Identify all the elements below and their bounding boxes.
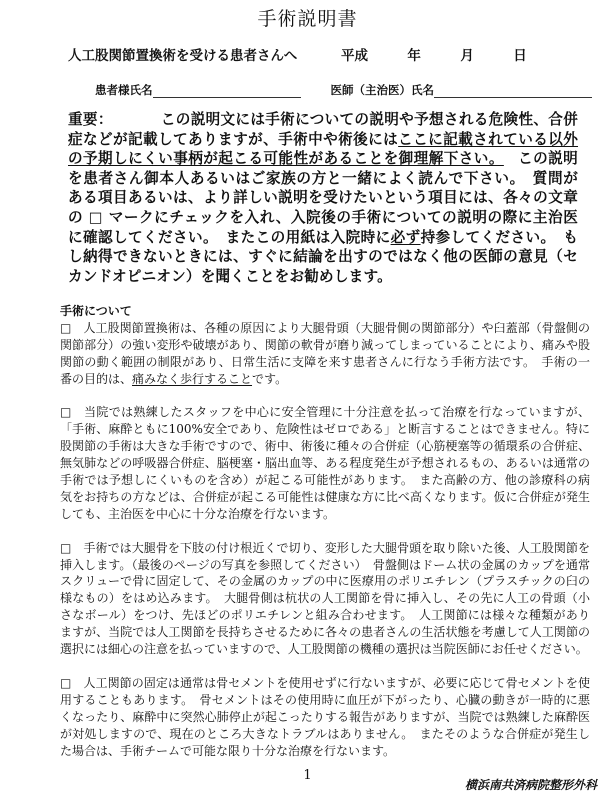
date-year: 年 (407, 48, 421, 64)
important-notice (68, 110, 578, 286)
subtitle-row (68, 44, 527, 64)
notice-underlined-2: 必ず (390, 228, 421, 246)
notice-underlined-1: ここに記載されている以外の予期しにくい事柄が起こる可能性があることを御理解下さい。 (68, 130, 579, 168)
hospital-name: 横浜南共済病院整形外科 (464, 778, 597, 792)
date-month: 月 (460, 48, 474, 64)
notice-label: 重要： (68, 111, 113, 128)
patient-name-label: 患者様氏名 (95, 83, 153, 97)
paragraph-procedure-text: □ 人工股関節置換術は、各種の原因により大腿骨頭（大腿骨側の関節部分）や臼蓋部（骨盤側の関節部分）の強い変形や破壊があり、関節の軟骨が磨り減ってしまっていることにより、痛みや股関節の動く範囲の制限があり、日常生活に支障を来す患者さんに行なう手術方法です。 手術の一番の目的は、 (60, 320, 590, 386)
section-heading: 手術について (60, 304, 132, 318)
paragraph-procedure-goal: 痛みなく歩行すること (132, 371, 253, 386)
notice-text-3: 持参してください。 もし納得できないときには、すぐに結論を出すのではなく他の医師の意見（セカンドオピニオン）を聞くことをお勧めします。 (68, 228, 578, 285)
patient-name-line[interactable] (153, 85, 301, 98)
notice-text-2: この説明を患者さん御本人あるいはご家族の方と一緒によく読んで下さい。 質問がある項目あるいは、より詳しい説明を受けたいという項目には、各々の文章の □ マークにチェックを入れ、入院後の手術についての説明の際に主治医に確認してください。 またこの用紙は入院時に (68, 150, 578, 246)
paragraph-implant: □ 手術では大腿骨を下肢の付け根近くで切り、変形した大腿骨頭を取り除いた後、人工股関節を挿入します。（最後のページの写真を参照してください） 骨盤側はドーム状の金属のカップを通常スクリューで骨に固定して、その金属のカップの中に医療用のポリエチレン（プラスチックの臼の様なもの）をはめ込みます。 大腿骨側は杭状の人工関節を骨に挿入し、その先に人工の骨頭（小さなボール）をつけ、先ほどのポリエチレンと組み合わせます。 人工関節には様々な種類がありますが、当院では人工関節を長持ちさせるために各々の患者さんの生活状態を考慮して人工関節の選択には細心の注意を払っていますので、人工股関節の機種の選択は当院医師にお任せください。 (60, 540, 590, 657)
doctor-name-label: 医師（主治医）氏名 (330, 83, 435, 97)
date-era: 平成 (341, 48, 368, 64)
notice-text-1: この説明文には手術についての説明や予想される危険性、合併症などが記載してありますが、手術中や術後には (68, 111, 579, 148)
date-field (341, 44, 527, 64)
paragraph-procedure-end: です。 (252, 371, 288, 386)
paragraph-safety: □ 当院では熟練したスタッフを中心に安全管理に十分注意を払って治療を行なっていますが、「手術、麻酔ともに100%安全であり、危険性はゼロである」と断言することはできません。特に股関節の手術は大きな手術ですので、術中、術後に種々の合併症（心筋梗塞等の循環系の合併症、無気肺などの呼吸器合併症、脳梗塞・脳出血等、ある程度発生が予想されるもの、あるいは通常の手術では予想しにくいものを含め）が起こる可能性があります。 また高齢の方、他の診療科の病気をお持ちの方などは、合併症が起こる可能性は健康な方に比べ高くなります。仮に合併症が発生しても、主治医を中心に十分な治療を行ないます。 (60, 405, 590, 521)
signature-row (95, 82, 605, 98)
date-day: 日 (513, 48, 527, 64)
paragraph-procedure (60, 320, 590, 388)
paragraph-cement: □ 人工関節の固定は通常は骨セメントを使用せずに行ないますが、必要に応じて骨セメントを使用することもあります。 骨セメントはその使用時に血圧が下がったり、心臓の動きが一時的に悪くなったり、麻酔中に突然心肺停止が起こったりする報告がありますが、当院では熟練した麻酔医が対処しますので、現在のところ大きなトラブルはありません。 またそのような合併症が発生した場合は、手術チームで可能な限り十分な治療を行ないます。 (60, 675, 590, 758)
doctor-name-line[interactable] (434, 85, 592, 98)
page-number: 1 (303, 768, 312, 783)
document-body (60, 303, 590, 776)
subtitle: 人工股関節置換術を受ける患者さんへ (68, 48, 298, 64)
document-title: 手術説明書 (257, 8, 358, 30)
